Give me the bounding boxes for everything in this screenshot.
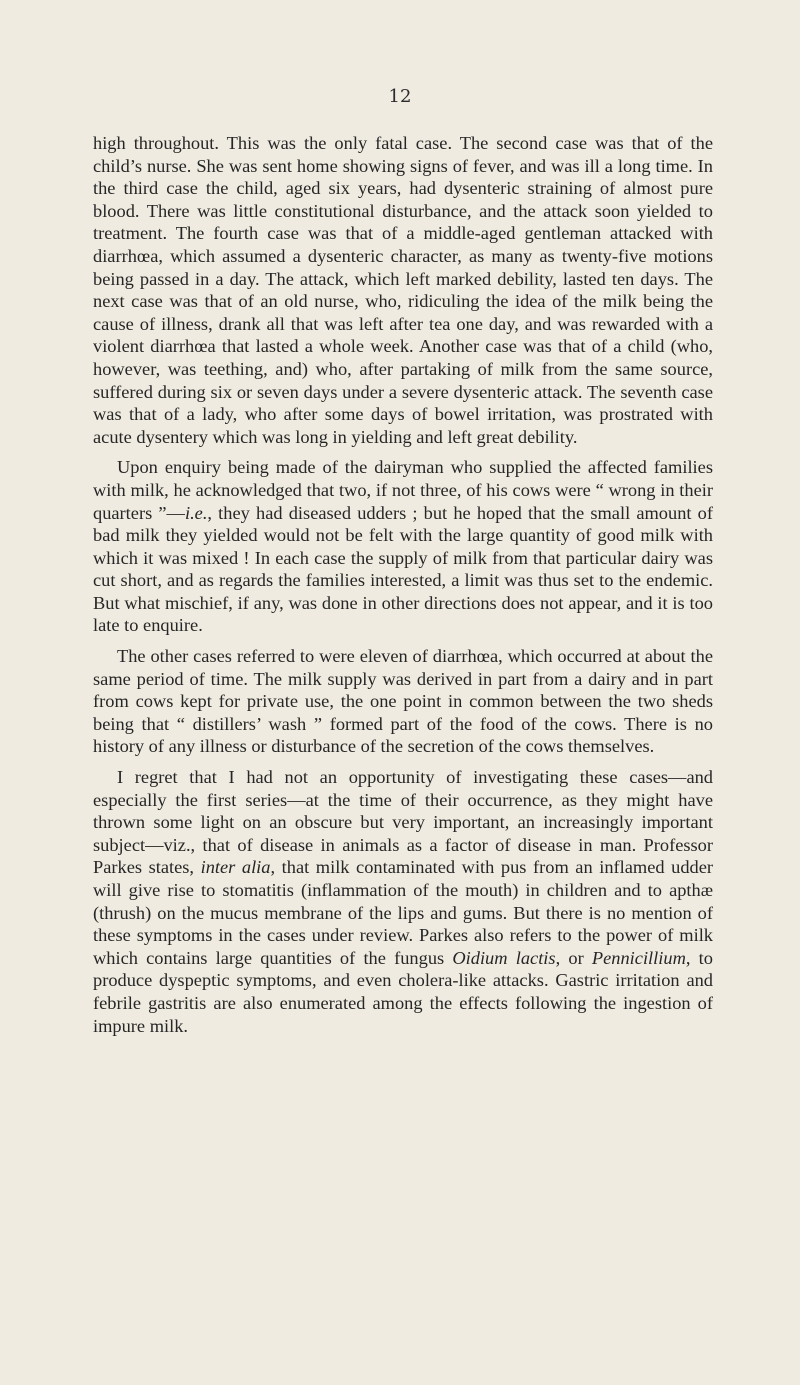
text-run: Upon enquiry being made of the dairyman who supplied the affected families with milk, he acknowledged that two, if not three, of his cows were “ wrong in their quarters ”— [93,457,713,523]
text-run: high throughout. This was the only fatal case. The second case was that of the child’s nurse. She was sent home showing signs of fever, and was ill a long time. In the third case the child, aged six years, had dysenteric straining of almost pure blood. There was little constitutional disturbance, and the attack soon yielded to treatment. The fourth case was that of a middle-aged gentleman attacked with diarrhœa, which assumed a dysenteric character, as many as twenty-five motions being passed in a day. The attack, which left marked debility, lasted ten days. The next case was that of an old nurse, who, ridiculing the idea of the milk being the cause of illness, drank all that was left after tea one day, and was rewarded with a violent diarrhœa that lasted a whole week. Another case was that of a child (who, however, was teething, and) who, after partaking of milk from the same source, suffered during six or seven days under a severe dysenteric attack. The seventh case was that of a lady, who after some days of bowel irritation, was prostrated with acute dysentery which was long in yielding and left great debility. [93,133,713,447]
body-text [93,132,713,1037]
paragraph [93,456,713,637]
text-run: I regret that I had not an opportunity of investigating these cases—and especially the first series—at the time of their occurrence, as they might have thrown some light on an obscure but very important, an increasingly important subject—viz., that of disease in animals as a factor of disease in man. Professor Parkes states, [93,767,713,878]
paragraph [93,645,713,758]
italic-text-run: Oidium lactis [452,947,556,968]
text-run: The other cases referred to were eleven of diarrhœa, which occurred at about the same period of time. The milk supply was derived in part from a dairy and in part from cows kept for private use, the one point in common between the two sheds being that “ distillers’ wash ” formed part of the food of the cows. There is no history of any illness or disturbance of the secretion of the cows themselves. [93,646,713,757]
italic-text-run: inter alia [200,857,271,878]
italic-text-run: i.e. [184,502,208,523]
text-run: , to produce dyspeptic symptoms, and even cholera-like attacks. Gastric irritation and febrile gastritis are also enumerated among the effects following the ingestion of impure milk. [93,947,713,1036]
text-run: , that milk contaminated with pus from an inflamed udder will give rise to stomatitis (inflammation of the mouth) in children and to apthæ (thrush) on the mucus membrane of the lips and gums. But there is no mention of these symptoms in the cases under review. Parkes also refers to the power of milk which contains large quantities of the fungus [93,857,713,968]
text-run: , they had diseased udders ; but he hoped that the small amount of bad milk they yielded would not be felt with the large quantity of good milk with which it was mixed ! In each case the supply of milk from that particular dairy was cut short, and as regards the families interested, a limit was thus set to the endemic. But what mischief, if any, was done in other directions does not appear, and it is too late to enquire. [93,502,713,636]
paragraph [93,132,713,448]
text-run: , or [555,947,592,968]
paragraph [93,766,713,1037]
page-number: 12 [388,86,412,107]
italic-text-run: Pennicillium [591,947,686,968]
